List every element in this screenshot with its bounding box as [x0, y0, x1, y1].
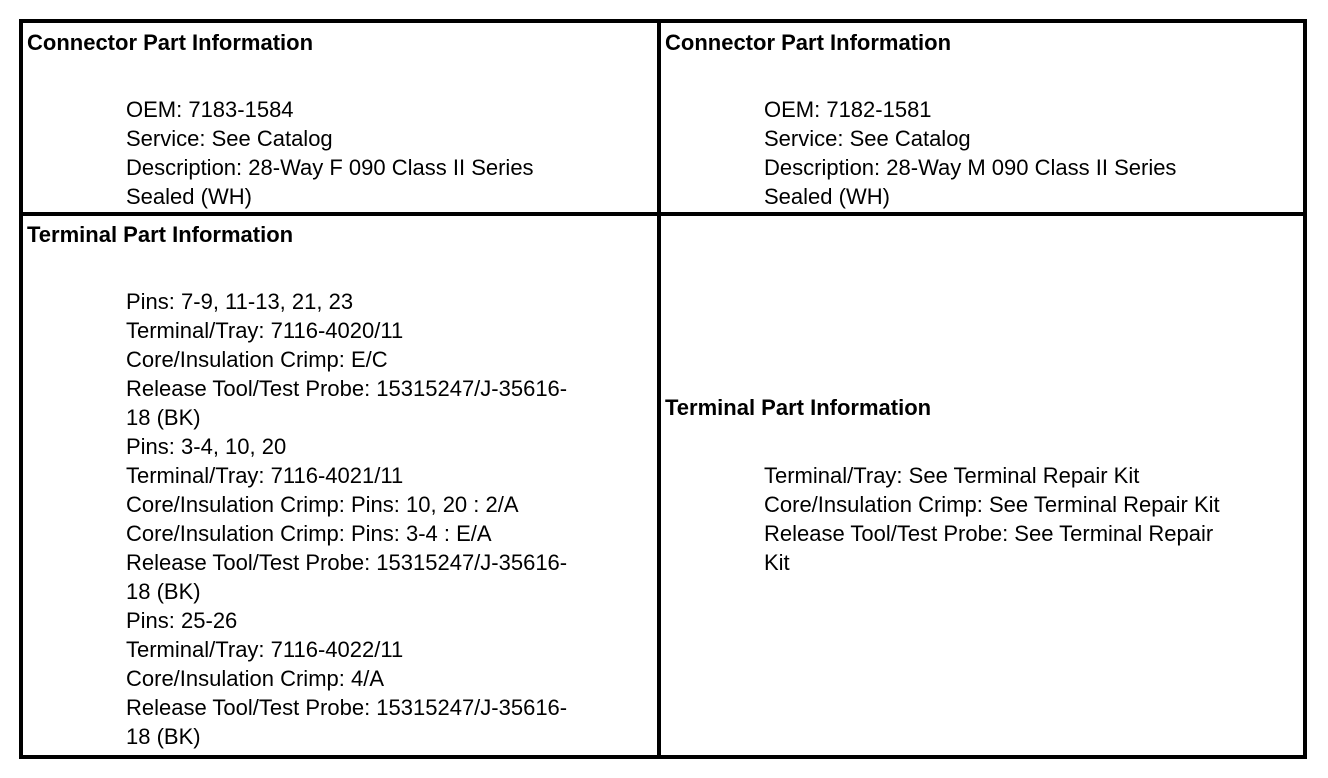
detail-line: 18 (BK): [126, 405, 201, 430]
cell-heading: Connector Part Information: [665, 30, 952, 55]
detail-line: Release Tool/Test Probe: 15315247/J-35616-: [126, 695, 568, 720]
detail-line: Description: 28-Way F 090 Class II Series: [126, 155, 534, 180]
detail-line: Sealed (WH): [126, 184, 252, 209]
detail-list: [764, 461, 1220, 577]
detail-line: Release Tool/Test Probe: 15315247/J-35616-: [126, 550, 568, 575]
terminal-info-cell-left: [23, 216, 661, 755]
detail-line: Description: 28-Way M 090 Class II Series: [764, 155, 1177, 180]
detail-line: Core/Insulation Crimp: 4/A: [126, 666, 384, 691]
detail-line: Service: See Catalog: [126, 126, 333, 151]
detail-line: Pins: 25-26: [126, 608, 238, 633]
detail-line: OEM: 7183-1584: [126, 97, 294, 122]
detail-list: [126, 95, 534, 211]
detail-line: Kit: [764, 550, 790, 575]
detail-line: Service: See Catalog: [764, 126, 971, 151]
detail-line: Release Tool/Test Probe: 15315247/J-35616-: [126, 376, 568, 401]
detail-line: Core/Insulation Crimp: E/C: [126, 347, 388, 372]
detail-line: Core/Insulation Crimp: See Terminal Repair Kit: [764, 492, 1220, 517]
cell-heading: Terminal Part Information: [27, 222, 294, 247]
detail-line: Release Tool/Test Probe: See Terminal Repair: [764, 521, 1214, 546]
detail-line: Terminal/Tray: 7116-4021/11: [126, 463, 404, 488]
connector-info-table: [19, 19, 1307, 759]
detail-line: 18 (BK): [126, 724, 201, 749]
detail-line: Terminal/Tray: 7116-4022/11: [126, 637, 404, 662]
detail-line: Pins: 7-9, 11-13, 21, 23: [126, 289, 354, 314]
detail-line: Pins: 3-4, 10, 20: [126, 434, 287, 459]
terminal-info-cell-right: [661, 216, 1307, 755]
detail-line: 18 (BK): [126, 579, 201, 604]
cell-heading: Terminal Part Information: [665, 395, 932, 420]
cell-heading: Connector Part Information: [27, 30, 314, 55]
detail-list: [764, 95, 1176, 211]
connector-info-cell-right: [661, 23, 1307, 216]
connector-info-cell-left: [23, 23, 661, 216]
detail-list: [126, 287, 567, 751]
detail-line: Sealed (WH): [764, 184, 890, 209]
detail-line: Core/Insulation Crimp: Pins: 3-4 : E/A: [126, 521, 492, 546]
detail-line: Terminal/Tray: See Terminal Repair Kit: [764, 463, 1140, 488]
detail-line: Terminal/Tray: 7116-4020/11: [126, 318, 404, 343]
detail-line: OEM: 7182-1581: [764, 97, 932, 122]
detail-line: Core/Insulation Crimp: Pins: 10, 20 : 2/A: [126, 492, 519, 517]
